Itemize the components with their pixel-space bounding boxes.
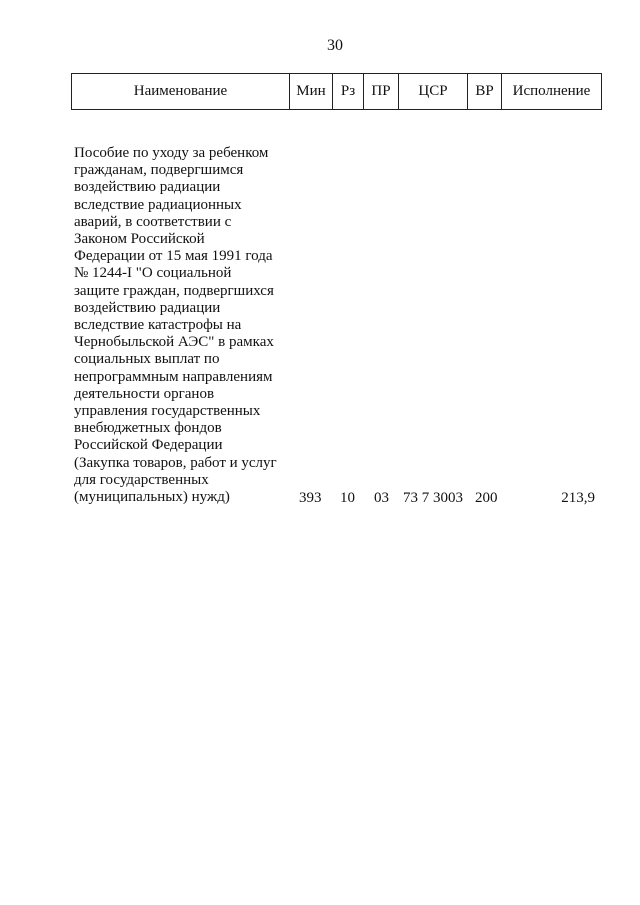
header-ispolnenie: Исполнение	[502, 74, 602, 110]
row-rz: 10	[340, 490, 355, 506]
row-ispolnenie: 213,9	[561, 490, 595, 506]
header-naimenovanie: Наименование	[72, 74, 290, 110]
header-vr: ВР	[468, 74, 502, 110]
row-min: 393	[299, 490, 322, 506]
header-csr: ЦСР	[399, 74, 468, 110]
header-row	[72, 74, 602, 110]
header-rz: Рз	[333, 74, 364, 110]
row-name: Пособие по уходу за ребенком гражданам, подвергшимся воздействию радиации вследствие радиационных аварий, в соответствии с Законом Российской Федерации от 15 мая 1991 года № 1244-I "О социальной защите граждан, подвергшихся воздействию радиации вследствие катастрофы на Чернобыльской АЭС" в рамках социальных выплат по непрограммным направлениям деятельности органов управления государственных внебюджетных фондов Российской Федерации (Закупка товаров, работ и услуг для государственных (муниципальных) нужд)	[74, 145, 277, 506]
header-pr: ПР	[364, 74, 399, 110]
page-number: 30	[327, 37, 343, 54]
table-header	[71, 73, 602, 110]
row-vr: 200	[475, 490, 498, 506]
header-min: Мин	[290, 74, 333, 110]
row-pr: 03	[374, 490, 389, 506]
row-csr: 73 7 3003	[403, 490, 463, 506]
